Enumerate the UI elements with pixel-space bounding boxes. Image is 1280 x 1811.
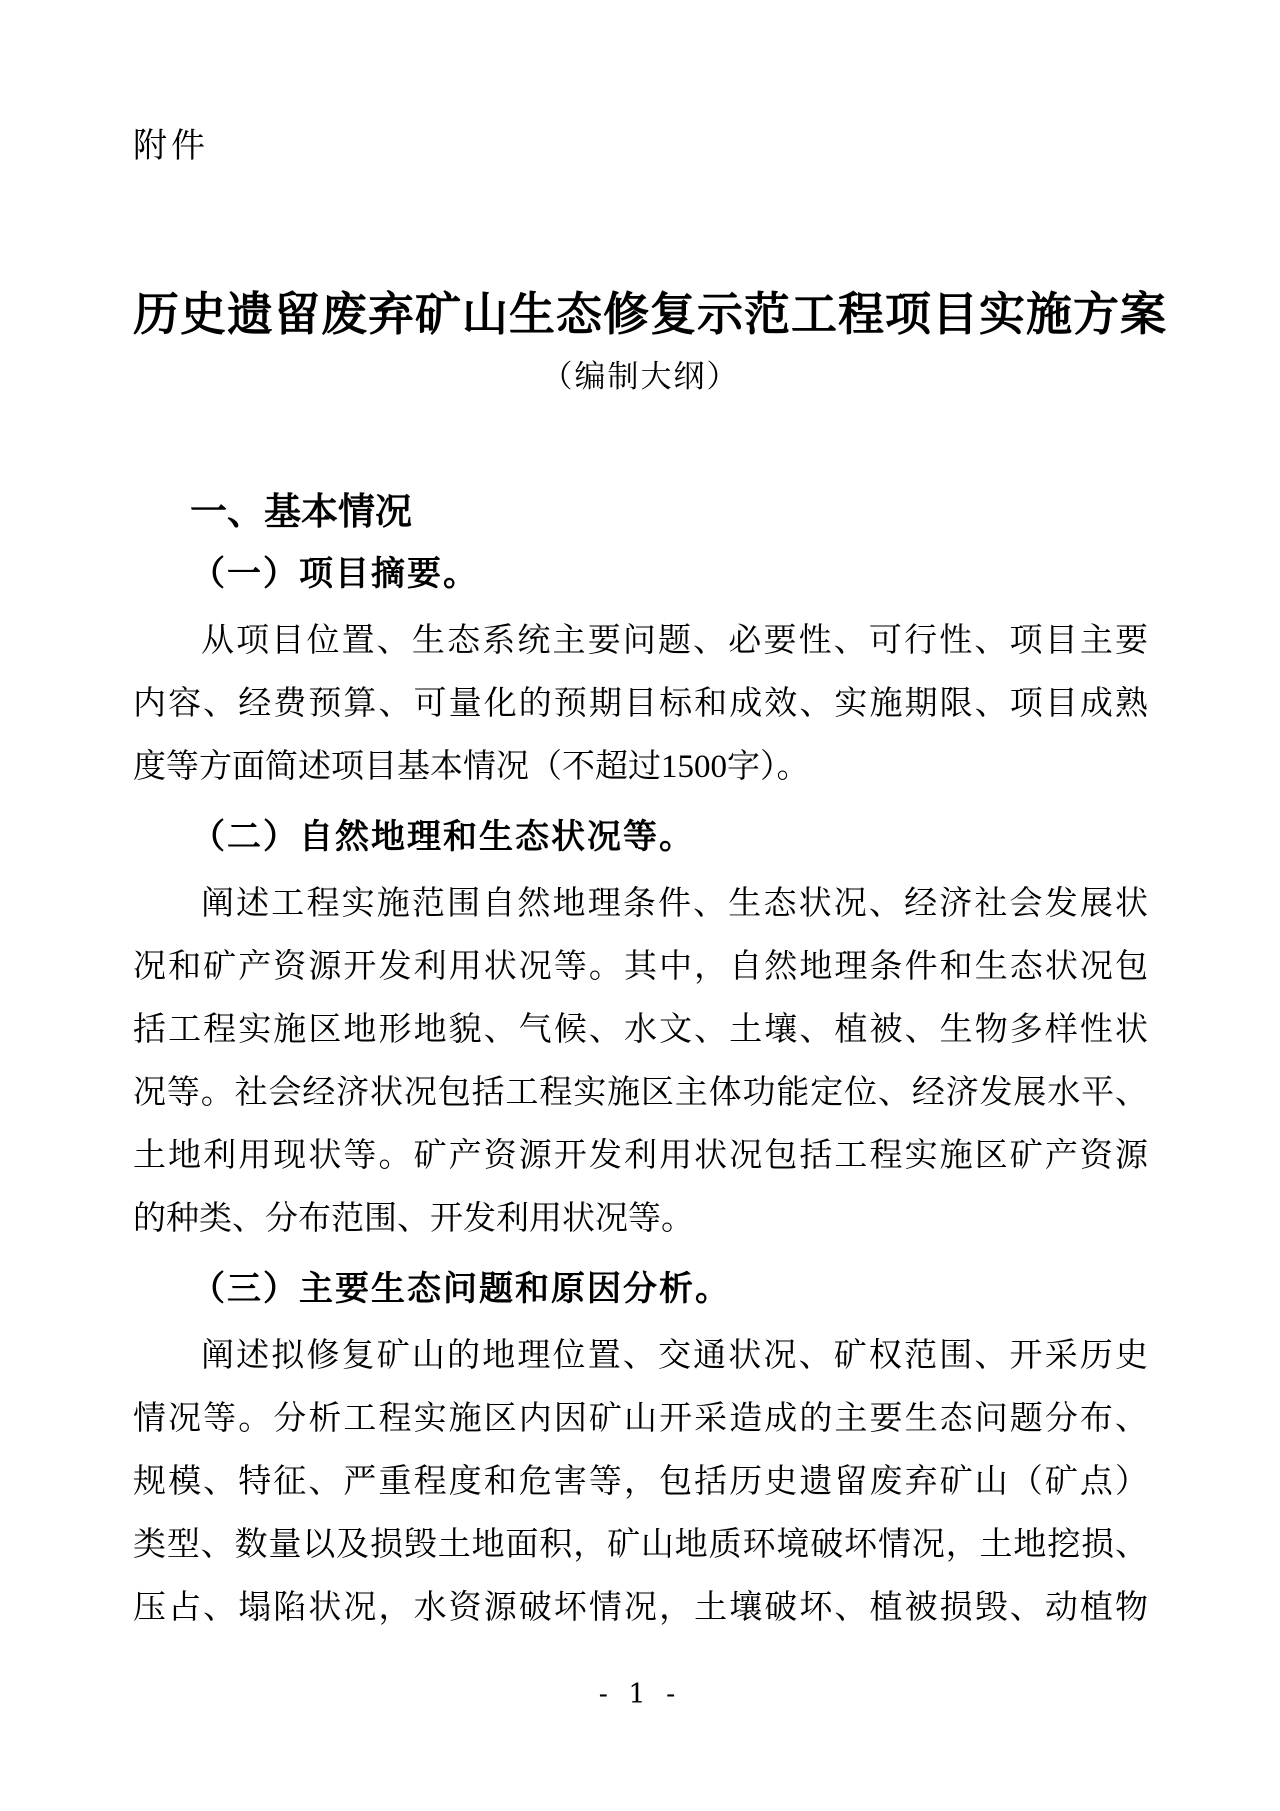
body-line: 括工程实施区地形地貌、气候、水文、土壤、植被、生物多样性状 xyxy=(133,1012,1148,1048)
body-line: 规模、特征、严重程度和危害等，包括历史遗留废弃矿山（矿点） xyxy=(133,1464,1148,1500)
document-subtitle: （编制大纲） xyxy=(541,359,740,394)
body-line: 况等。社会经济状况包括工程实施区主体功能定位、经济发展水平、 xyxy=(133,1075,1148,1111)
body-line: 内容、经费预算、可量化的预期目标和成效、实施期限、项目成熟 xyxy=(133,686,1148,722)
attachment-label: 附件 xyxy=(133,128,209,165)
body-line: 度等方面简述项目基本情况（不超过1500字）。 xyxy=(133,749,810,785)
paragraph-project-summary xyxy=(133,610,1148,799)
body-line: 类型、数量以及损毁土地面积，矿山地质环境破坏情况，土地挖损、 xyxy=(133,1527,1148,1563)
subsection-heading-natural-geography: （二）自然地理和生态状况等。 xyxy=(191,819,695,856)
page-number: - 1 - xyxy=(598,1679,682,1710)
body-line: 从项目位置、生态系统主要问题、必要性、可行性、项目主要 xyxy=(201,623,1148,659)
body-line: 阐述拟修复矿山的地理位置、交通状况、矿权范围、开采历史 xyxy=(201,1338,1148,1374)
paragraph-ecological-problems xyxy=(133,1325,1148,1640)
body-line: 的种类、分布范围、开发利用状况等。 xyxy=(133,1201,694,1237)
body-line: 阐述工程实施范围自然地理条件、生态状况、经济社会发展状 xyxy=(201,886,1148,922)
subsection-heading-project-summary: （一）项目摘要。 xyxy=(191,556,479,593)
body-line: 压占、塌陷状况，水资源破坏情况，土壤破坏、植被损毁、动植物 xyxy=(133,1590,1148,1626)
document-title: 历史遗留废弃矿山生态修复示范工程项目实施方案 xyxy=(133,288,1167,340)
body-line: 况和矿产资源开发利用状况等。其中，自然地理条件和生态状况包 xyxy=(133,949,1148,985)
paragraph-natural-geography xyxy=(133,873,1148,1251)
body-line: 情况等。分析工程实施区内因矿山开采造成的主要生态问题分布、 xyxy=(133,1401,1148,1437)
section-heading-basic-situation: 一、基本情况 xyxy=(190,491,412,532)
body-line: 土地利用现状等。矿产资源开发利用状况包括工程实施区矿产资源 xyxy=(133,1138,1148,1174)
subsection-heading-ecological-problems: （三）主要生态问题和原因分析。 xyxy=(191,1271,731,1308)
